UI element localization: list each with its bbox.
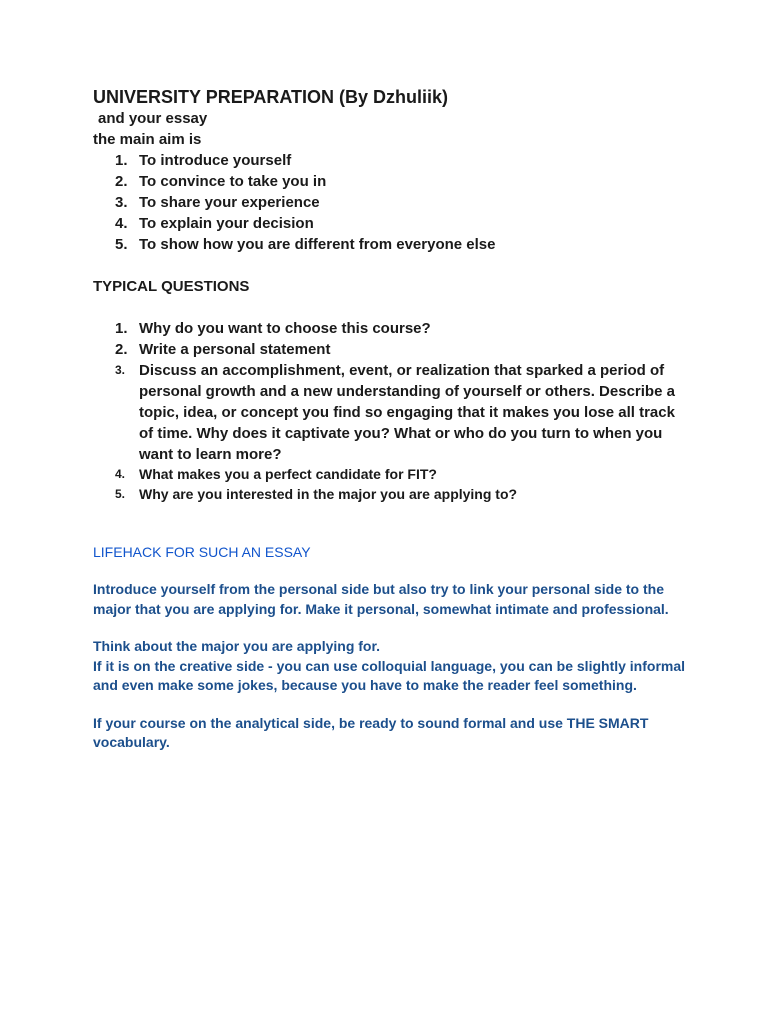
aim-text: To explain your decision [139,215,314,232]
question-text: Why are you interested in the major you are applying to? [139,485,518,502]
question-text: What makes you a perfect candidate for FIT? [139,466,437,482]
aim-number: 1. [115,152,128,169]
question-item [93,318,693,339]
aim-number: 3. [115,194,128,211]
question-text: Why do you want to choose this course? [139,320,431,337]
aim-item [93,150,693,171]
question-item [93,339,693,360]
question-item [93,485,693,505]
aim-text: To show how you are different from everyone else [139,236,496,253]
question-item [93,360,693,465]
question-number: 2. [115,341,128,358]
intro-line-essay: and your essay [98,110,208,127]
aim-text: To convince to take you in [139,173,327,190]
aim-text: To share your experience [139,194,320,211]
document-page [93,86,693,753]
question-text: Discuss an accomplishment, event, or realization that sparked a period of personal growth and a new understanding of yourself or others. Describe a topic, idea, or concept you find so engaging that it makes you lose all track of time. Why does it captivate you? What or who do you turn to when you want to learn more? [139,362,675,463]
question-text: Write a personal statement [139,341,331,358]
aim-item [93,213,693,234]
aim-text: To introduce yourself [139,152,292,169]
aim-number: 4. [115,215,128,232]
lifehack-paragraph-analytical: If your course on the analytical side, be ready to sound formal and use THE SMART vocabulary. [93,714,649,750]
document-title: UNIVERSITY PREPARATION (By Dzhuliik) [93,87,449,107]
lifehack-heading: LIFEHACK FOR SUCH AN ESSAY [93,544,311,560]
aim-number: 5. [115,236,128,253]
question-number: 3. [115,363,126,377]
aims-list [93,150,693,255]
question-item [93,465,693,485]
aim-item [93,234,693,255]
question-number: 1. [115,320,128,337]
question-number: 4. [115,467,126,481]
question-number: 5. [115,486,126,501]
aim-number: 2. [115,173,128,190]
lifehack-paragraph-personal: Introduce yourself from the personal side but also try to link your personal side to the major that you are applying for. Make it personal, somewhat intimate and professional. [93,581,669,617]
lifehack-paragraph-major: Think about the major you are applying for. [93,638,381,654]
intro-line-aim: the main aim is [93,131,202,148]
typical-questions-heading: TYPICAL QUESTIONS [93,278,250,295]
questions-list [93,318,693,504]
aim-item [93,171,693,192]
aim-item [93,192,693,213]
lifehack-paragraph-creative: If it is on the creative side - you can use colloquial language, you can be slightly informal and even make some jokes, because you have to make the reader feel something. [93,657,686,693]
